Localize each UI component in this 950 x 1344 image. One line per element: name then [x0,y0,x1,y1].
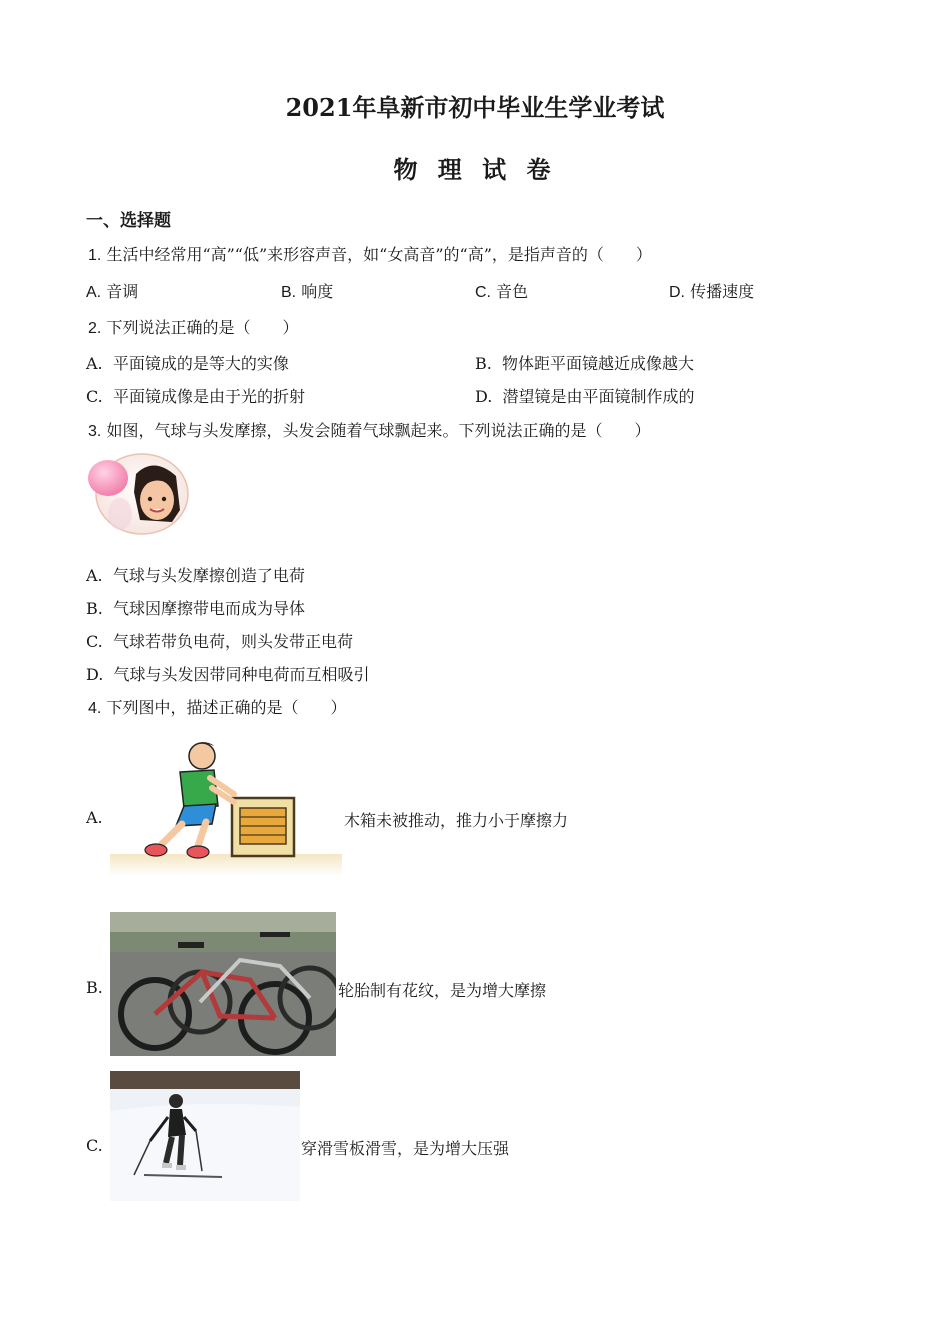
question-number: 1. [88,247,102,264]
q4-option-c-text: 穿滑雪板滑雪，是为增大压强 [301,1139,510,1158]
q4-option-c-label: C. [86,1136,103,1155]
skier-photo [110,1071,300,1201]
question-number: 3. [88,423,102,440]
page-title: 2021年阜新市初中毕业生学业考试 [285,93,665,122]
question-text: 生活中经常用“高”“低”来形容声音，如“女高音”的“高”，是指声音的（ ） [106,245,652,264]
q1-option-c: C. 音色 [475,282,529,301]
q1-option-a: A. 音调 [86,282,139,301]
q1-option-b: B. 响度 [281,282,334,301]
q4-option-b-label: B. [86,978,103,997]
question-number: 2. [88,320,102,337]
balloon-girl-illustration [84,452,190,536]
question-4 [88,695,346,718]
question-text: 下列图中，描述正确的是（ ） [106,698,347,717]
q4-option-a-text: 木箱未被推动，推力小于摩擦力 [344,811,569,830]
question-text: 下列说法正确的是（ ） [106,318,299,337]
q3-option-a: A. 气球与头发摩擦创造了电荷 [86,566,305,585]
q1-option-d: D. 传播速度 [669,282,755,301]
q2-option-d: D. 潜望镜是由平面镜制作成的 [475,387,695,406]
q2-option-c: C. 平面镜成像是由于光的折射 [86,387,305,406]
boy-pushing-box-illustration [110,736,342,876]
page-subtitle: 物 理 试 卷 [393,155,557,184]
q3-option-b: B. 气球因摩擦带电而成为导体 [86,599,306,618]
bicycles-photo [110,912,336,1056]
question-3 [88,418,650,441]
q2-option-b: B. 物体距平面镜越近成像越大 [475,354,695,373]
section-title: 一、选择题 [86,211,171,231]
q3-option-d: D. 气球与头发因带同种电荷而互相吸引 [86,665,370,684]
q2-option-a: A. 平面镜成的是等大的实像 [86,354,289,373]
q4-option-b-text: 轮胎制有花纹，是为增大摩擦 [338,981,547,1000]
question-1 [88,242,652,265]
q3-option-c: C. 气球若带负电荷，则头发带正电荷 [86,632,353,651]
question-number: 4. [88,700,102,717]
question-text: 如图，气球与头发摩擦，头发会随着气球飘起来。下列说法正确的是（ ） [106,421,651,440]
q4-option-a-label: A. [86,808,103,827]
question-2 [88,315,298,338]
